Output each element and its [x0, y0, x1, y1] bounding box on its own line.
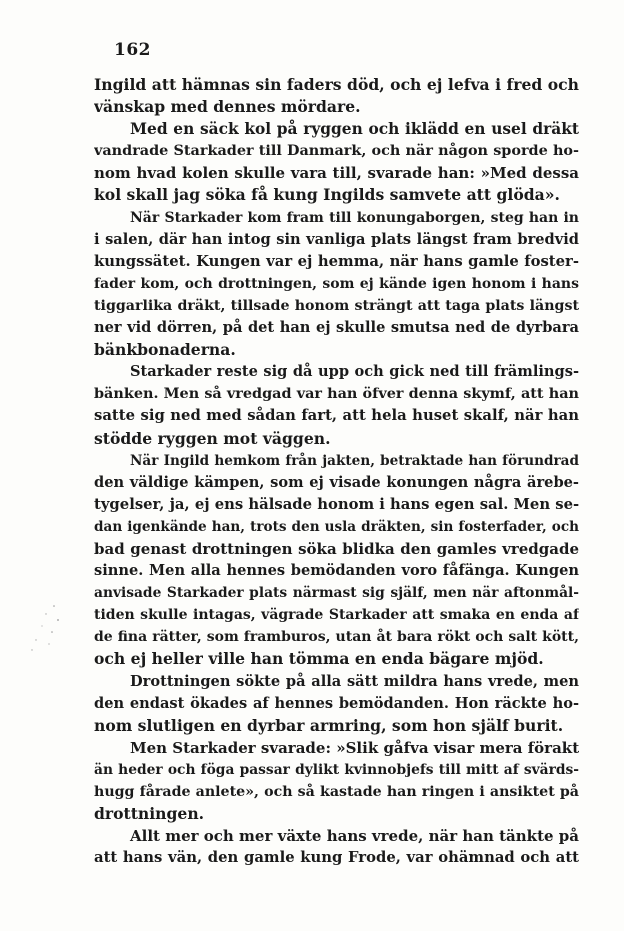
text-line: Ingild att hämnas sin faders död, och ej lefva i fred och: [94, 75, 579, 94]
text-line: bänkbonaderna.: [94, 340, 236, 360]
text-line: och ej heller ville han tömma en enda bägare mjöd.: [94, 649, 544, 669]
text-line: den väldige kämpen, som ej visade konungen några ärebe-: [94, 473, 579, 491]
text-line: Starkader reste sig då upp och gick ned till främlings-: [130, 363, 579, 381]
body-text: [94, 74, 579, 869]
text-line: hugg fårade anlete», och så kastade han ringen i ansiktet på: [94, 784, 579, 800]
text-line: de fina rätter, som framburos, utan åt bara rökt och salt kött,: [94, 629, 579, 646]
text-line: tygelser, ja, ej ens hälsade honom i hans egen sal. Men se-: [94, 495, 579, 513]
text-line: fader kom, och drottningen, som ej kände igen honom i hans: [94, 275, 579, 292]
paper-specks: [24, 600, 64, 660]
text-line: drottningen.: [94, 804, 205, 824]
text-line: bad genast drottningen söka blidka den gamles vredgade: [94, 539, 579, 558]
text-line: När Starkader kom fram till konungaborgen, steg han in: [130, 209, 579, 226]
text-line: nom hvad kolen skulle vara till, svarade han: »Med dessa: [94, 164, 579, 183]
text-line: i salen, där han intog sin vanliga plats längst fram bredvid: [94, 230, 579, 248]
text-line: satte sig ned med sådan fart, att hela huset skalf, när han: [94, 407, 579, 425]
text-line: kol skall jag söka få kung Ingilds samvete att glöda».: [94, 185, 560, 205]
page-number: 162: [114, 40, 151, 60]
text-line: Men Starkader svarade: »Slik gåfva visar mera förakt: [130, 738, 579, 757]
text-line: anvisade Starkader plats närmast sig själf, men när aftonmål-: [94, 585, 579, 602]
text-line: sinne. Men alla hennes bemödanden voro fåfänga. Kungen: [94, 562, 579, 580]
text-line: tiggarlika dräkt, tillsade honom strängt att taga plats längst: [94, 297, 579, 314]
text-line: dan igenkände han, trots den usla dräkten, sin fosterfader, och: [94, 518, 579, 535]
text-line: stödde ryggen mot väggen.: [94, 428, 331, 448]
text-line: än heder och föga passar dylikt kvinnobjefs till mitt af svärds-: [94, 761, 579, 778]
text-line: bänken. Men så vredgad var han öfver denna skymf, att han: [94, 385, 579, 403]
text-line: att hans vän, den gamle kung Frode, var ohämnad och att: [94, 849, 579, 867]
text-line: den endast ökades af hennes bemödanden. Hon räckte ho-: [94, 694, 579, 712]
text-line: Drottningen sökte på alla sätt mildra hans vrede, men: [130, 672, 579, 690]
text-line: nom slutligen en dyrbar armring, som hon själf burit.: [94, 715, 564, 735]
text-line: tiden skulle intagas, vägrade Starkader att smaka en enda af: [94, 607, 579, 624]
text-line: vänskap med dennes mördare.: [94, 97, 361, 117]
text-line: kungssätet. Kungen var ej hemma, när hans gamle foster-: [94, 252, 579, 270]
text-line: Allt mer och mer växte hans vrede, när han tänkte på: [130, 827, 579, 846]
text-line: vandrade Starkader till Danmark, och när någon sporde ho-: [94, 142, 579, 160]
text-line: ner vid dörren, på det han ej skulle smutsa ned de dyrbara: [94, 319, 579, 337]
text-line: Med en säck kol på ryggen och iklädd en usel dräkt: [130, 120, 579, 139]
text-line: När Ingild hemkom från jakten, betraktade han förundrad: [130, 452, 579, 469]
